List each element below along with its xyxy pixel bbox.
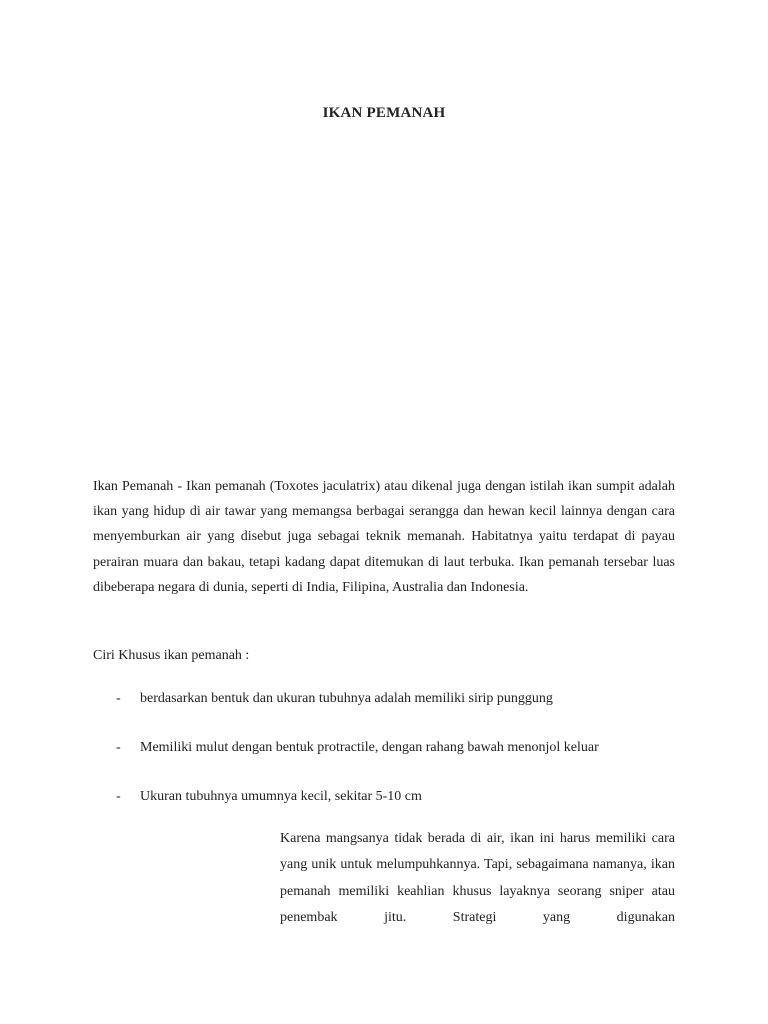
list-item bbox=[116, 735, 599, 760]
list-item bbox=[116, 686, 553, 711]
bullet-marker: - bbox=[116, 740, 121, 755]
bullet-text: berdasarkan bentuk dan ukuran tubuhnya adalah memiliki sirip punggung bbox=[140, 691, 553, 706]
list-item bbox=[116, 784, 422, 809]
bullet-text: Memiliki mulut dengan bentuk protractile, dengan rahang bawah menonjol keluar bbox=[140, 740, 599, 755]
section-subheading: Ciri Khusus ikan pemanah : bbox=[93, 648, 250, 663]
bullet-text: Ukuran tubuhnya umumnya kecil, sekitar 5-10 cm bbox=[140, 789, 422, 804]
bullet-marker: - bbox=[116, 691, 121, 706]
document-title: IKAN PEMANAH bbox=[322, 105, 446, 121]
second-paragraph: Karena mangsanya tidak berada di air, ikan ini harus memiliki cara yang unik untuk melumpuhkannya. Tapi, sebagaimana namanya, ikan pemanah memiliki keahlian khusus layaknya seorang sniper atau penembak jitu. Strategi yang digunakan bbox=[280, 831, 675, 925]
intro-paragraph: Ikan Pemanah - Ikan pemanah (Toxotes jaculatrix) atau dikenal juga dengan istilah ikan sumpit adalah ikan yang hidup di air tawar yang memangsa berbagai serangga dan hewan kecil lainnya dengan cara menyemburkan air yang disebut juga sebagai teknik memanah. Habitatnya yaitu terdapat di payau perairan muara dan bakau, tetapi kadang dapat ditemukan di laut terbuka. Ikan pemanah tersebar luas dibeberapa negara di dunia, seperti di India, Filipina, Australia dan Indonesia. bbox=[93, 479, 675, 595]
bullet-marker: - bbox=[116, 789, 121, 804]
